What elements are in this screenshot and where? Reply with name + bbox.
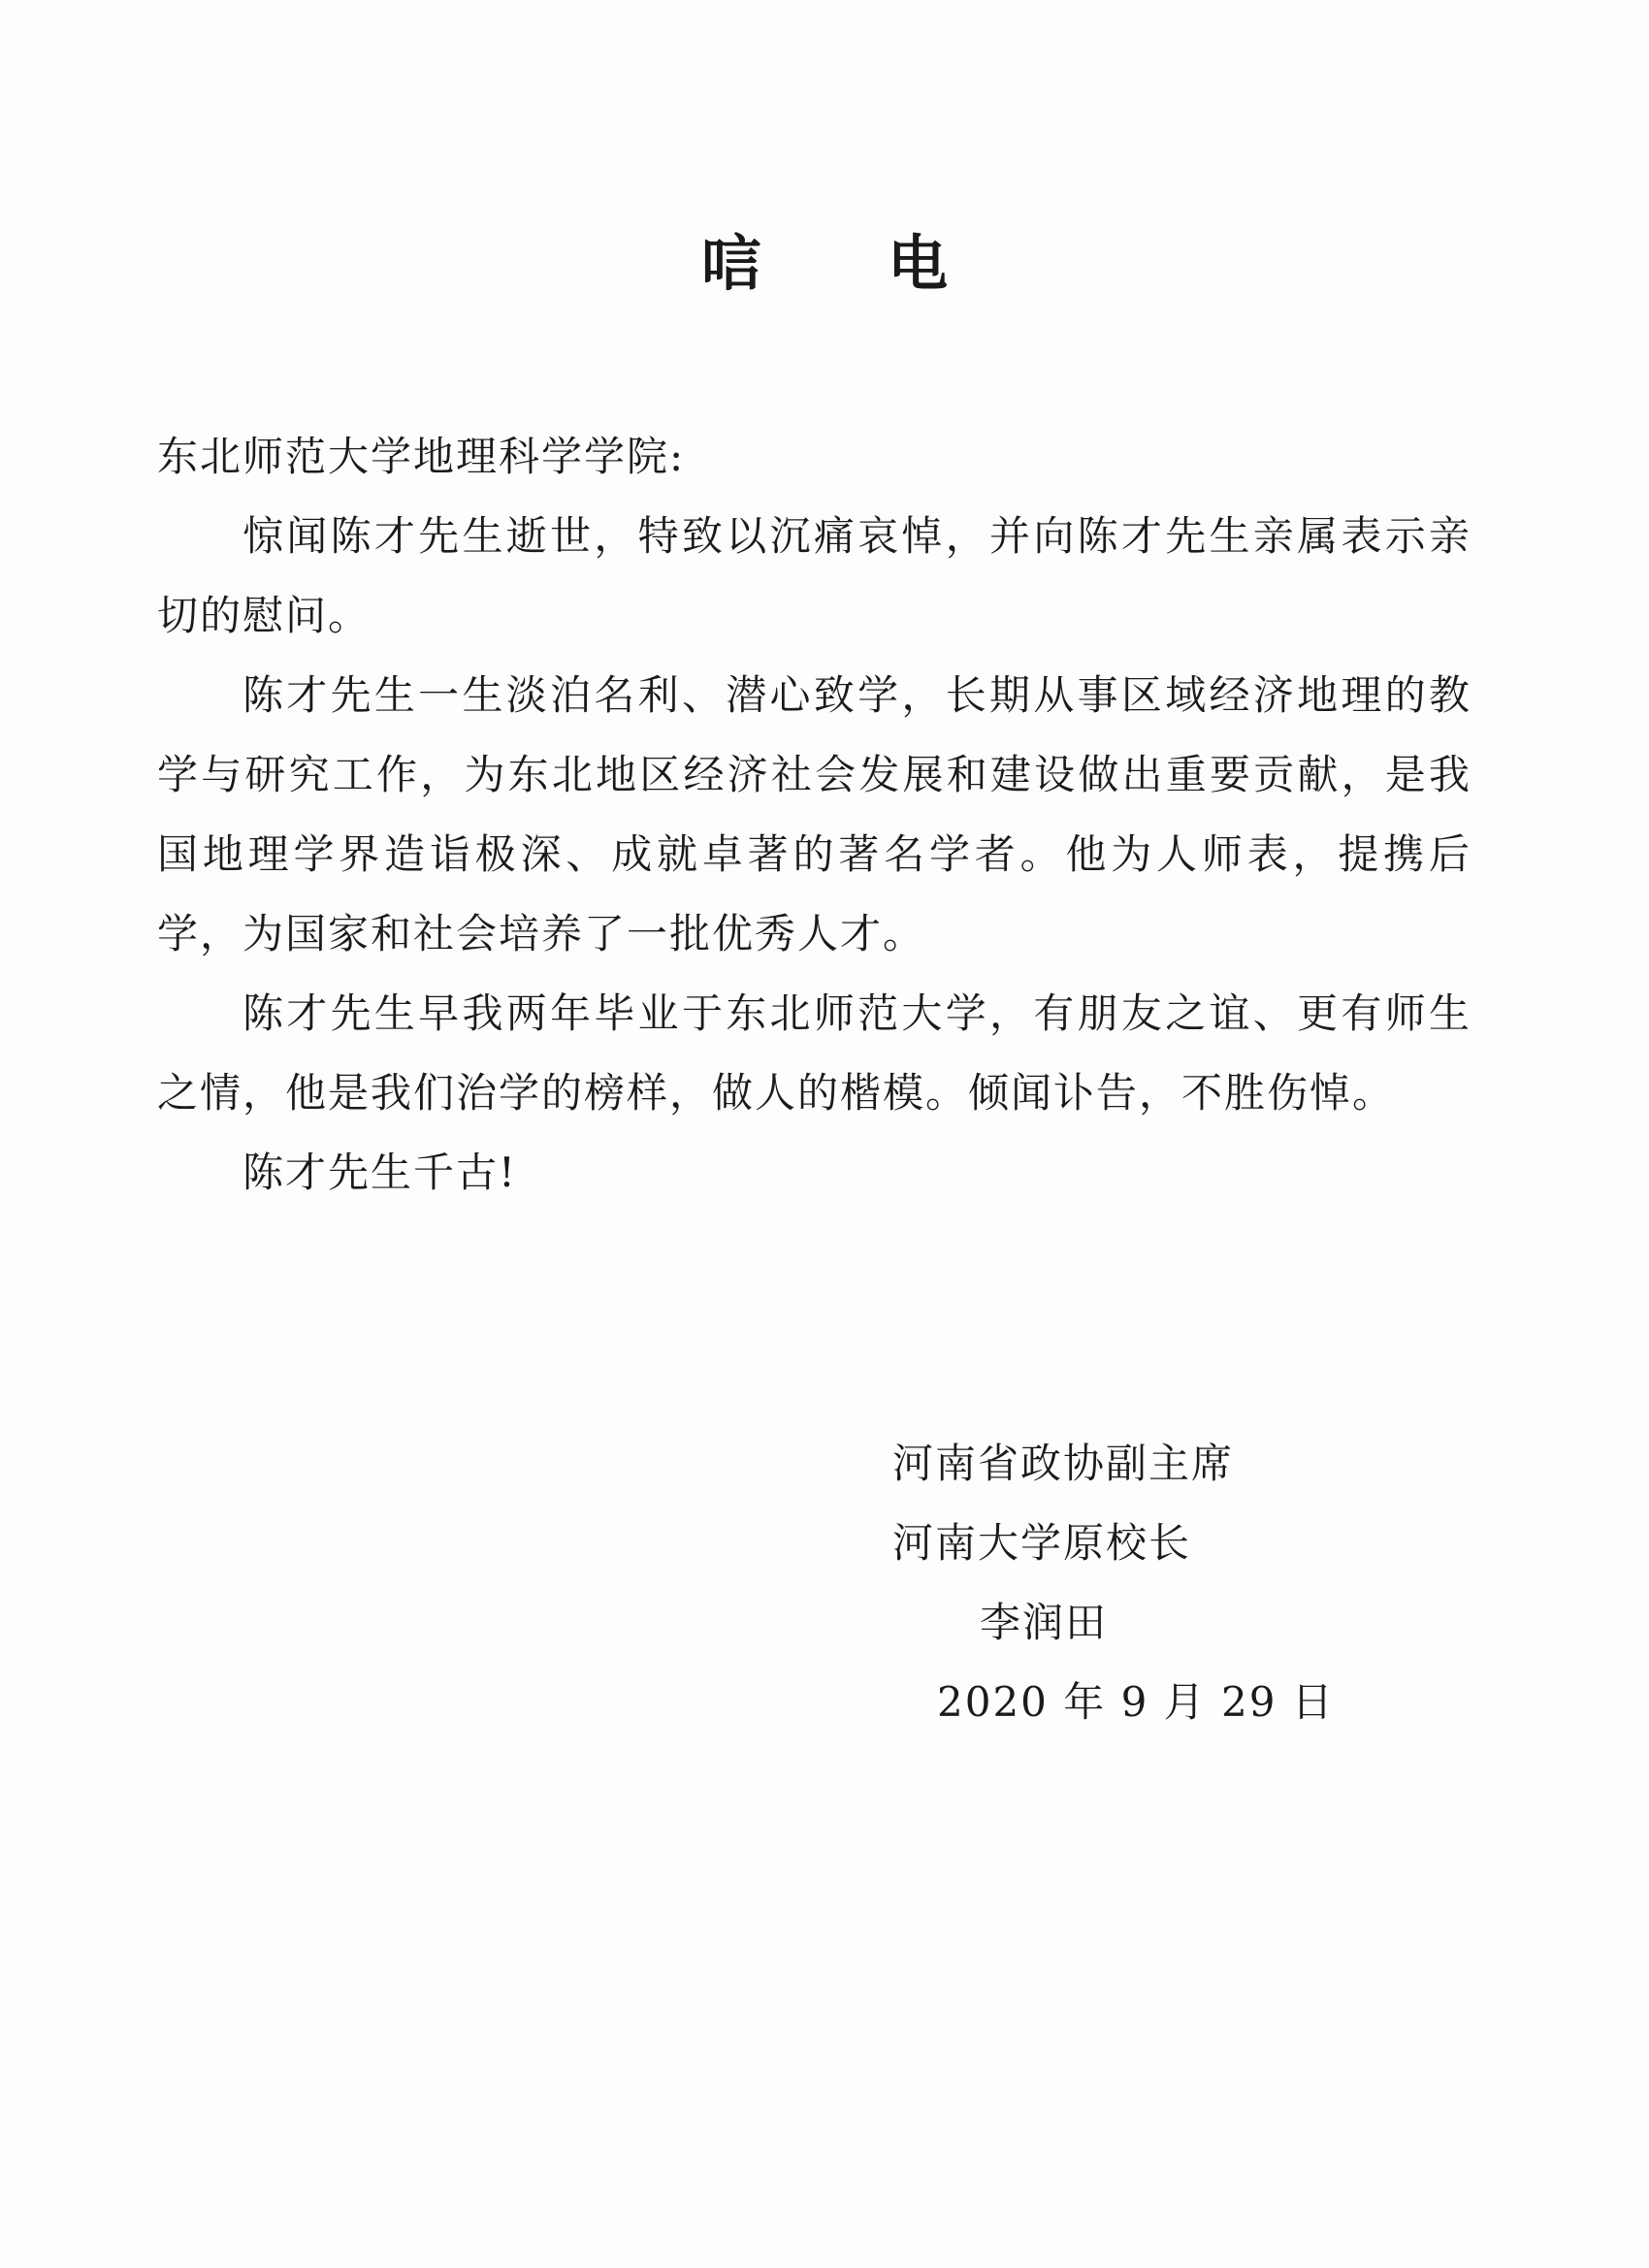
- salutation: 东北师范大学地理科学学院:: [157, 433, 686, 480]
- signer-name: 李润田: [980, 1599, 1109, 1646]
- paragraph-condolence: 惊闻陈才先生逝世，特致以沉痛哀悼，并向陈才先生亲属表示亲切的慰问。: [157, 512, 1471, 639]
- paragraph-relationship: 陈才先生早我两年毕业于东北师范大学，有朋友之谊、更有师生之情，他是我们治学的榜样，做人的楷模。倾闻讣告，不胜伤悼。: [157, 989, 1471, 1117]
- title-char-1: 唁: [700, 228, 761, 299]
- paragraph-farewell: 陈才先生千古!: [242, 1149, 517, 1196]
- letter-body: [157, 417, 1471, 1213]
- paragraph-achievements: 陈才先生一生淡泊名利、潜心致学，长期从事区域经济地理的教学与研究工作，为东北地区经济社会发展和建设做出重要贡献，是我国地理学界造诣极深、成就卓著的著名学者。他为人师表，提携后学，为国家和社会培养了一批优秀人才。: [157, 671, 1471, 957]
- signature-block: [892, 1424, 1474, 1742]
- title-char-2: 电: [888, 228, 949, 299]
- signer-title-1: 河南省政协副主席: [892, 1440, 1235, 1487]
- letter-date: 2020 年 9 月 29 日: [937, 1678, 1335, 1726]
- document-title: [0, 215, 1649, 302]
- signer-title-2: 河南大学原校长: [892, 1519, 1192, 1567]
